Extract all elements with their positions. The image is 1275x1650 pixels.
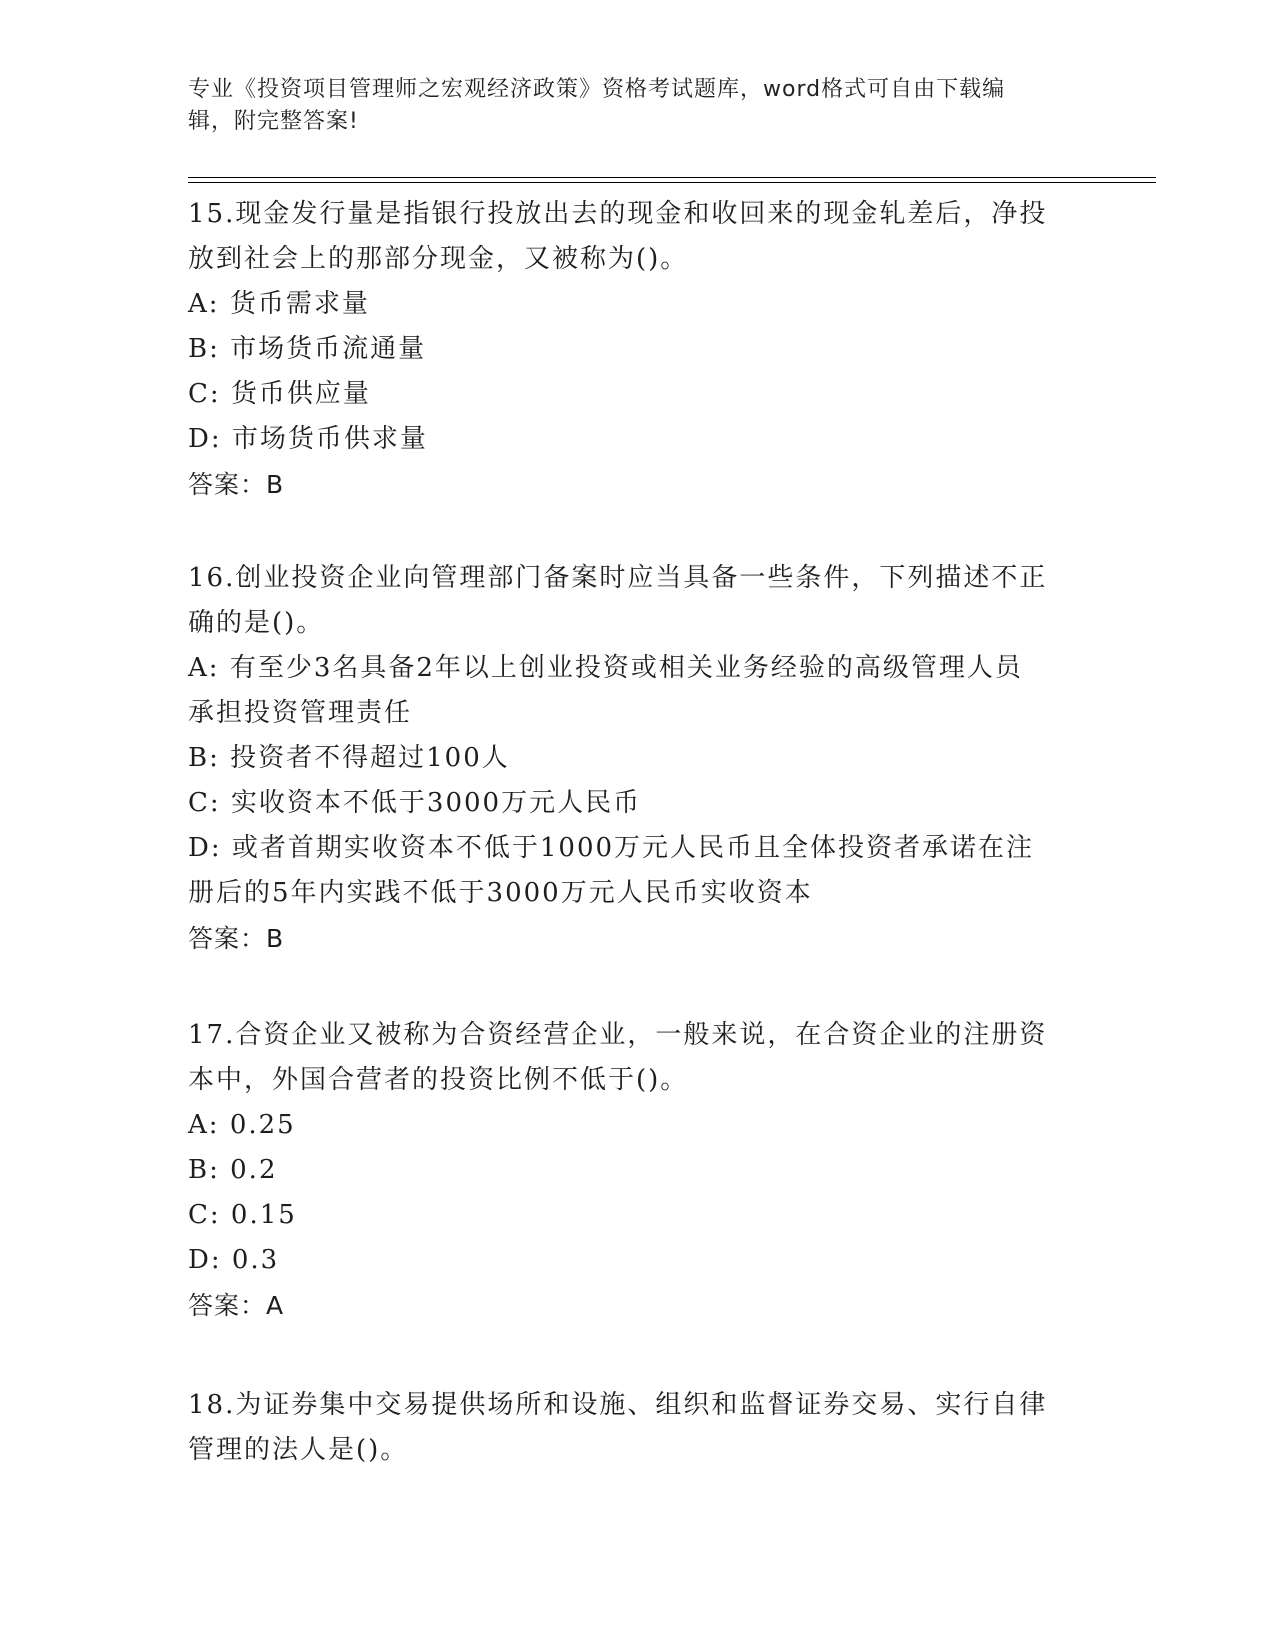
option-a-continued: 承担投资管理责任 (188, 698, 413, 728)
header-divider-top (188, 177, 1156, 178)
option-a (188, 282, 1078, 327)
question-15 (188, 192, 1078, 507)
question-stem-line: 15.现金发行量是指银行投放出去的现金和收回来的现金轧差后，净投 (188, 199, 1048, 229)
option-label: B: (188, 743, 220, 773)
option-text: 货币供应量 (230, 379, 371, 409)
option-text: 有至少3名具备2年以上创业投资或相关业务经验的高级管理人员 (229, 653, 1023, 683)
option-label: D: (188, 424, 222, 454)
option-text: 货币需求量 (229, 289, 370, 319)
option-text: 0.25 (229, 1110, 296, 1140)
header-line-1: 专业《投资项目管理师之宏观经济政策》资格考试题库，word格式可自由下载编 (188, 77, 1006, 102)
option-label: C: (188, 1200, 221, 1230)
option-d (188, 826, 1078, 871)
document-header (188, 74, 1068, 138)
answer-line: 答案：B (188, 924, 285, 953)
option-c (188, 1193, 1078, 1238)
option-label: C: (188, 788, 221, 818)
option-a (188, 646, 1078, 691)
option-c (188, 781, 1078, 826)
option-label: D: (188, 833, 222, 863)
option-a (188, 1103, 1078, 1148)
option-d-continued: 册后的5年内实践不低于3000万元人民币实收资本 (188, 878, 813, 908)
option-b (188, 736, 1078, 781)
question-18 (188, 1383, 1078, 1473)
header-divider-bottom (188, 182, 1156, 183)
question-stem-line: 17.合资企业又被称为合资经营企业，一般来说，在合资企业的注册资 (188, 1020, 1048, 1050)
option-text: 市场货币流通量 (230, 334, 427, 364)
option-b (188, 1148, 1078, 1193)
option-text: 0.15 (230, 1200, 297, 1230)
option-label: A: (188, 653, 220, 683)
option-text: 实收资本不低于3000万元人民币 (230, 788, 642, 818)
question-16 (188, 556, 1078, 961)
question-17 (188, 1013, 1078, 1328)
option-label: A: (188, 289, 220, 319)
question-stem-line: 放到社会上的那部分现金，又被称为()。 (188, 244, 689, 274)
header-line-2: 辑，附完整答案! (188, 109, 359, 134)
option-d (188, 417, 1078, 462)
option-text: 0.2 (230, 1155, 278, 1185)
option-d (188, 1238, 1078, 1283)
option-b (188, 327, 1078, 372)
option-text: 市场货币供求量 (231, 424, 428, 454)
option-label: D: (188, 1245, 222, 1275)
option-label: C: (188, 379, 221, 409)
option-text: 投资者不得超过100人 (230, 743, 510, 773)
option-text: 或者首期实收资本不低于1000万元人民币且全体投资者承诺在注 (231, 833, 1035, 863)
option-label: B: (188, 334, 220, 364)
question-stem-line: 确的是()。 (188, 608, 325, 638)
question-stem-line: 管理的法人是()。 (188, 1435, 409, 1465)
option-c (188, 372, 1078, 417)
option-text: 0.3 (231, 1245, 280, 1275)
option-label: A: (188, 1110, 220, 1140)
option-label: B: (188, 1155, 220, 1185)
question-stem-line: 18.为证券集中交易提供场所和设施、组织和监督证券交易、实行自律 (188, 1390, 1048, 1420)
answer-line: 答案：A (188, 1291, 285, 1320)
question-stem-line: 本中，外国合营者的投资比例不低于()。 (188, 1065, 689, 1095)
answer-line: 答案：B (188, 470, 285, 499)
question-stem-line: 16.创业投资企业向管理部门备案时应当具备一些条件，下列描述不正 (188, 563, 1048, 593)
